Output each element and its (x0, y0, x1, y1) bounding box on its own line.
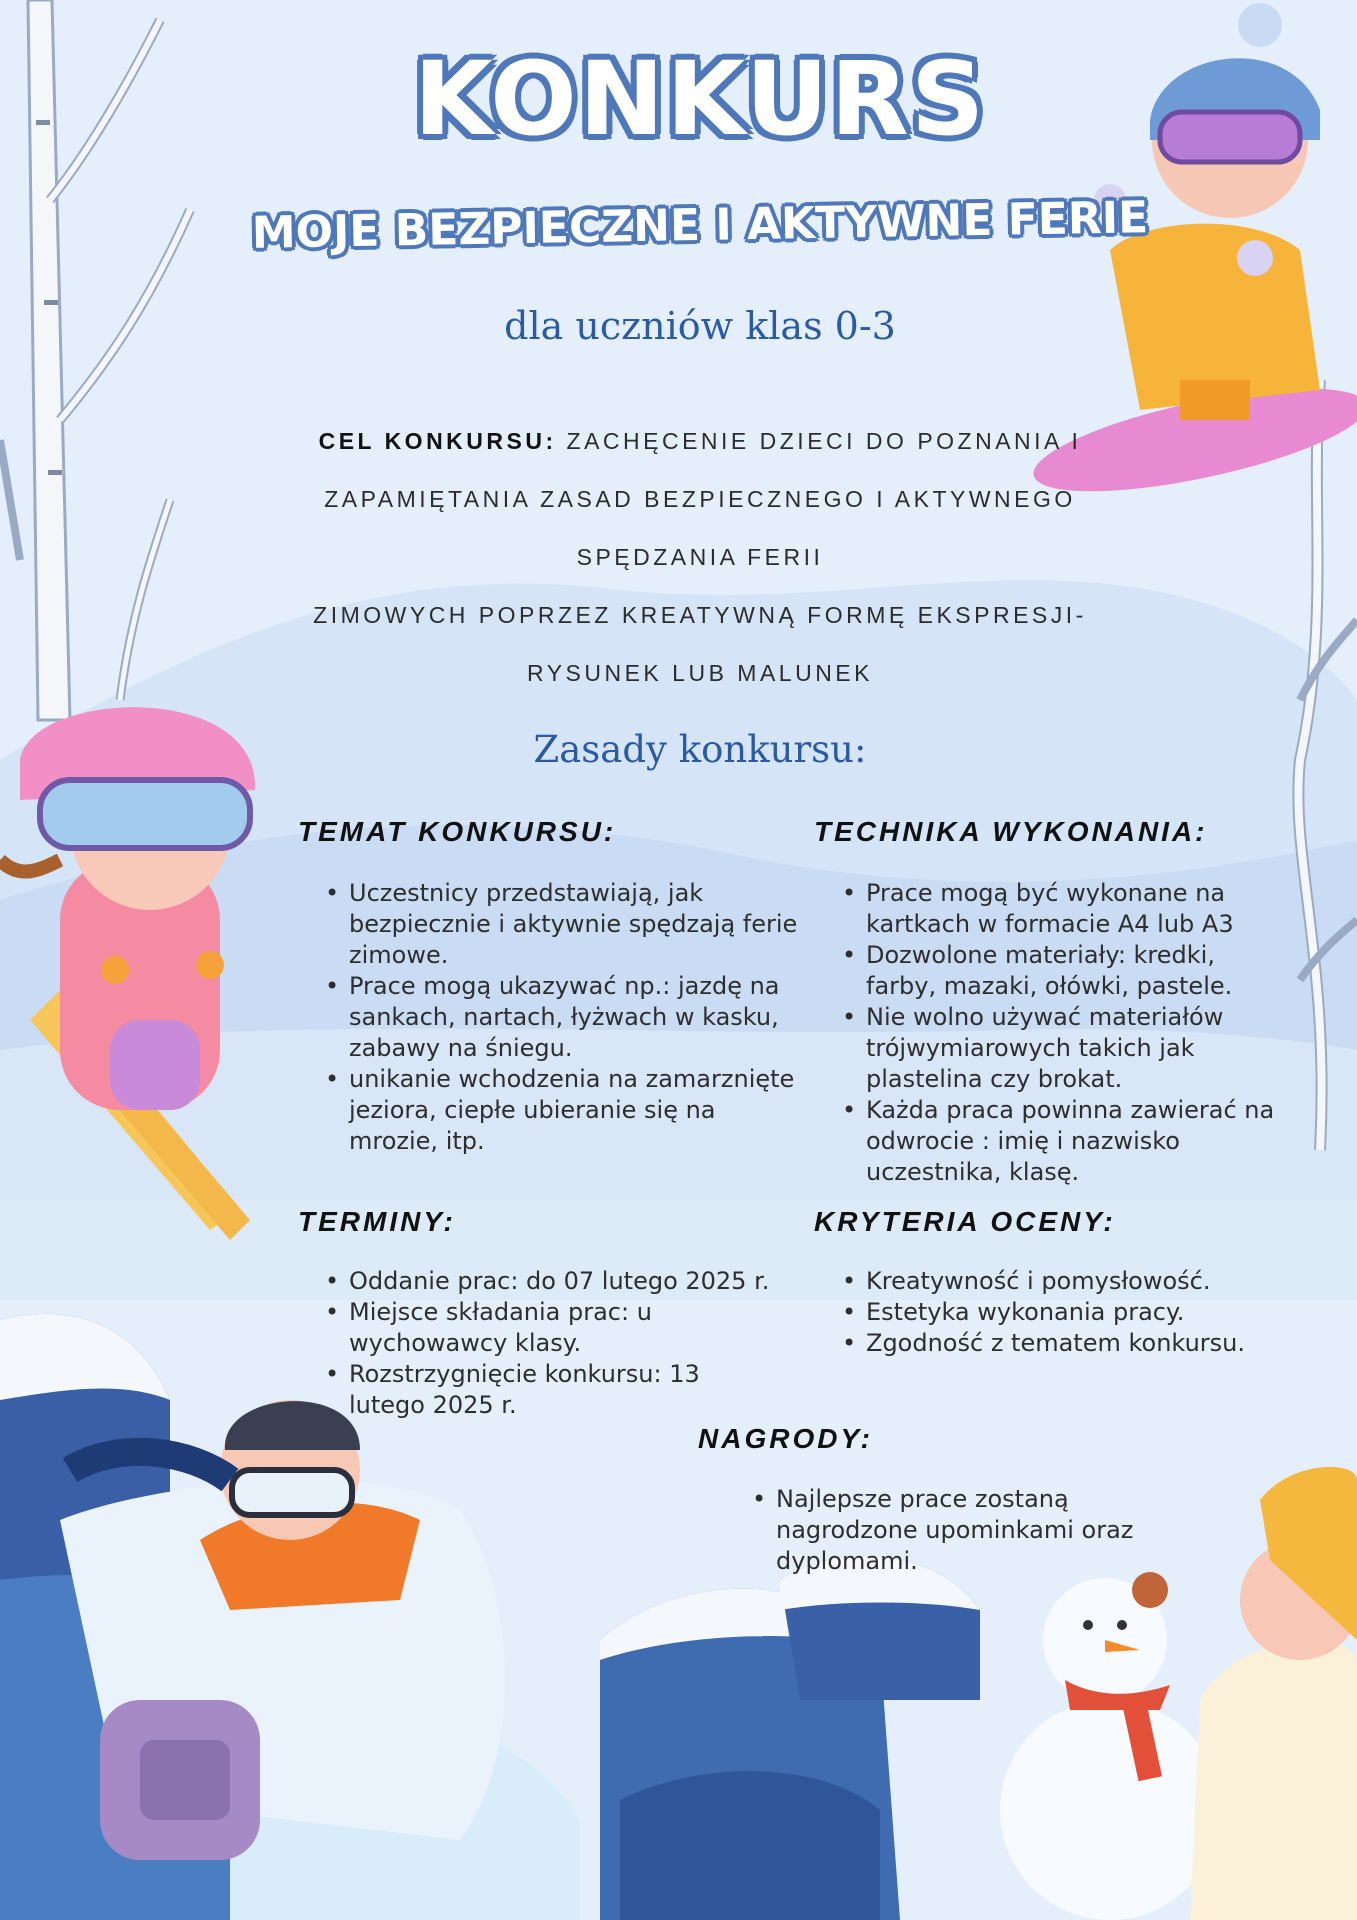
contest-goal (230, 412, 1170, 702)
goal-line-5: RYSUNEK LUB MALUNEK (527, 660, 873, 686)
goal-line-2: ZAPAMIĘTANIA ZASAD BEZPIECZNEGO I AKTYWNEGO (324, 486, 1076, 512)
section-list-terminy (325, 1266, 839, 1421)
section-title-technika: TECHNIKA WYKONANIA: (814, 816, 1208, 847)
section-title-terminy: TERMINY: (298, 1206, 456, 1237)
list-item: • Rozstrzygnięcie konkursu: 13 lutego 2025 r. (349, 1359, 729, 1421)
rules-heading: Zasady konkursu: (533, 728, 867, 771)
section-list-kryteria (842, 1266, 1336, 1359)
section-list-nagrody (752, 1484, 1196, 1577)
list-item: • Kreatywność i pomysłowość. (866, 1266, 1336, 1297)
list-item: • Każda praca powinna zawierać na odwrocie : imię i nazwisko uczestnika, klasę. (866, 1095, 1286, 1188)
list-item: • Miejsce składania prac: u wychowawcy klasy. (349, 1297, 679, 1359)
list-item: • Prace mogą ukazywać np.: jazdę na sankach, nartach, łyżwach w kasku, zabawy na śniegu. (349, 971, 809, 1064)
section-title-kryteria: KRYTERIA OCENY: (814, 1206, 1116, 1237)
section-title-temat: TEMAT KONKURSU: (298, 816, 617, 847)
goal-text-1: ZACHĘCENIE DZIECI DO POZNANIA I (566, 428, 1082, 454)
list-item: • Nie wolno używać materiałów trójwymiarowych takich jak plastelina czy brokat. (866, 1002, 1286, 1095)
list-item: • unikanie wchodzenia na zamarznięte jeziora, ciepłe ubieranie się na mrozie, itp. (349, 1064, 809, 1157)
list-item: • Uczestnicy przedstawiają, jak bezpiecznie i aktywnie spędzają ferie zimowe. (349, 878, 809, 971)
section-title-nagrody: NAGRODY: (698, 1423, 873, 1454)
goal-line-1 (230, 412, 1170, 470)
poster-title: KONKURS (413, 40, 987, 159)
list-item: • Estetyka wykonania pracy. (866, 1297, 1336, 1328)
list-item: • Zgodność z tematem konkursu. (866, 1328, 1336, 1359)
section-list-technika (842, 878, 1286, 1188)
goal-line-4: ZIMOWYCH POPRZEZ KREATYWNĄ FORMĘ EKSPRESJI- (313, 602, 1087, 628)
list-item: • Najlepsze prace zostaną nagrodzone upominkami oraz dyplomami. (776, 1484, 1196, 1577)
list-item: • Dozwolone materiały: kredki, farby, mazaki, ołówki, pastele. (866, 940, 1286, 1002)
target-grade: dla uczniów klas 0-3 (504, 304, 896, 348)
section-list-temat (325, 878, 809, 1157)
list-item: • Oddanie prac: do 07 lutego 2025 r. (349, 1266, 839, 1297)
list-item: • Prace mogą być wykonane na kartkach w formacie A4 lub A3 (866, 878, 1286, 940)
goal-line-3: SPĘDZANIA FERII (576, 544, 824, 570)
goal-label: CEL KONKURSU: (318, 428, 557, 454)
poster-subtitle: MOJE BEZPIECZNE I AKTYWNE FERIE (251, 192, 1149, 259)
